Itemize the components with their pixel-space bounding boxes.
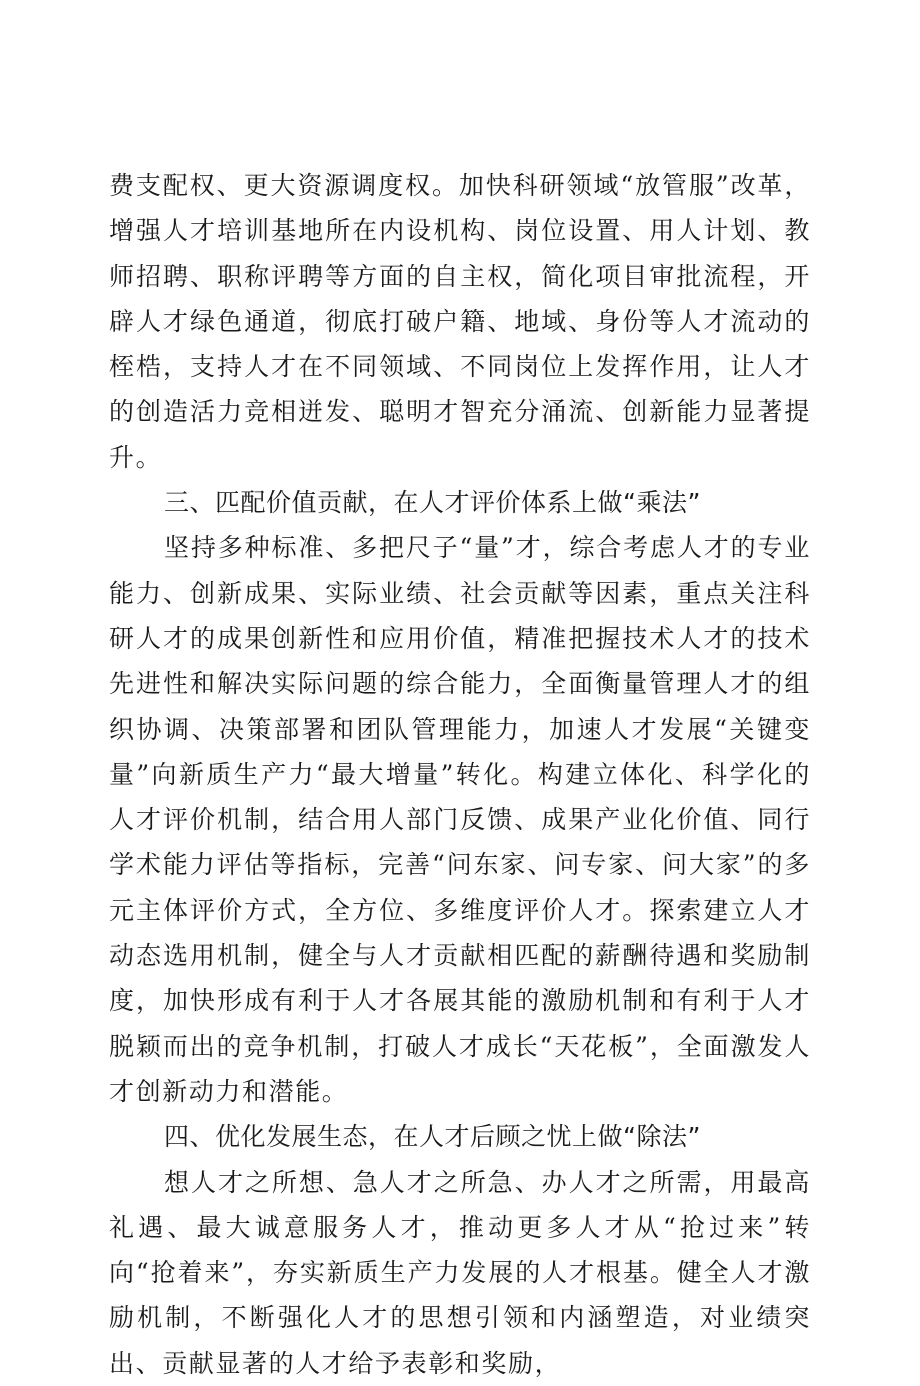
section-heading-three: 三、匹配价值贡献，在人才评价体系上做“乘法” [164, 488, 701, 518]
paragraph-talent-evaluation: 坚持多种标准、多把尺子“量”才，综合考虑人才的专业能力、创新成果、实际业绩、社会贡献等因素，重点关注科研人才的成果创新性和应用价值，精准把握技术人才的技术先进性和解决实际问题的综合能力，全面衡量管理人才的组织协调、决策部署和团队管理能力，加速人才发展“关键变量”向新质生产力“最大增量”转化。构建立体化、科学化的人才评价机制，结合用人部门反馈、成果产业化价值、同行学术能力评估等指标，完善“问东家、问专家、问大家”的多元主体评价方式，全方位、多维度评价人才。探索建立人才动态选用机制，健全与人才贡献相匹配的薪酬待遇和奖励制度，加快形成有利于人才各展其能的激励机制和有利于人才脱颖而出的竞争机制，打破人才成长“天花板”，全面激发人才创新动力和潜能。 [109, 533, 811, 1106]
section-heading-four: 四、优化发展生态，在人才后顾之忧上做“除法” [164, 1122, 701, 1152]
paragraph-continuation: 费支配权、更大资源调度权。加快科研领域“放管服”改革，增强人才培训基地所在内设机构、岗位设置、用人计划、教师招聘、职称评聘等方面的自主权，简化项目审批流程，开辟人才绿色通道，彻底打破户籍、地域、身份等人才流动的桎梏，支持人才在不同领域、不同岗位上发挥作用，让人才的创造活力竞相迸发、聪明才智充分涌流、创新能力显著提升。 [109, 171, 811, 472]
document-body [109, 163, 811, 1386]
paragraph-development-ecology: 想人才之所想、急人才之所急、办人才之所需，用最高礼遇、最大诚意服务人才，推动更多人才从“抢过来”转向“抢着来”，夯实新质生产力发展的人才根基。健全人才激励机制，不断强化人才的思想引领和内涵塑造，对业绩突出、贡献显著的人才给予表彰和奖励， [109, 1167, 811, 1378]
